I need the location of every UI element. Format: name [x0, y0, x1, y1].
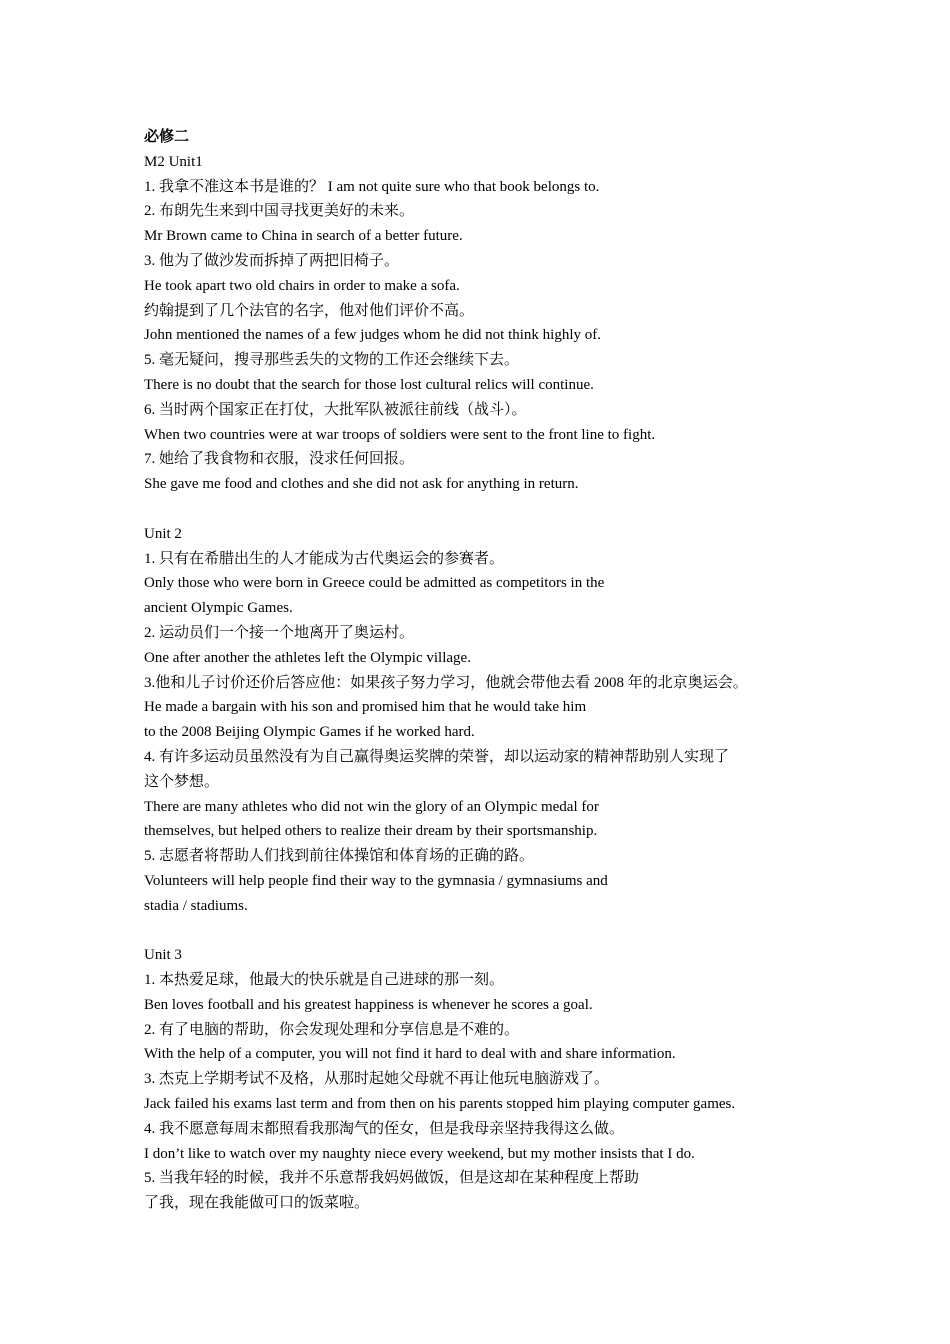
unit2-line-6: 3.他和儿子讨价还价后答应他：如果孩子努力学习，他就会带他去看 2008 年的北京奥运会。 — [144, 674, 748, 691]
unit1-line-8: 5. 毫无疑问，搜寻那些丢失的文物的工作还会继续下去。 — [144, 352, 520, 369]
section-spacer — [144, 919, 844, 944]
unit1-line-7: John mentioned the names of a few judges whom he did not think highly of. — [144, 327, 602, 344]
unit2-line-12: themselves, but helped others to realize their dream by their sportsmanship. — [144, 823, 598, 840]
unit2-line-14: Volunteers will help people find their way to the gymnasia / gymnasiums and — [144, 872, 608, 889]
unit3-line-5: 3. 杰克上学期考试不及格，从那时起她父母就不再让他玩电脑游戏了。 — [144, 1071, 610, 1088]
unit1-line-2: 2. 布朗先生来到中国寻找更美好的未来。 — [144, 203, 415, 220]
unit1-line-5: He took apart two old chairs in order to make a sofa. — [144, 277, 460, 294]
unit1-line-13: She gave me food and clothes and she did not ask for anything in return. — [144, 476, 579, 493]
unit1-line-3: Mr Brown came to China in search of a better future. — [144, 228, 463, 245]
unit3-line-4: With the help of a computer, you will not find it hard to deal with and share information. — [144, 1046, 676, 1063]
unit1-line-4: 3. 他为了做沙发而拆掉了两把旧椅子。 — [144, 252, 400, 269]
unit1-line-12: 7. 她给了我食物和衣服，没求任何回报。 — [144, 451, 415, 468]
unit3-line-10: 了我，现在我能做可口的饭菜啦。 — [144, 1195, 370, 1212]
unit2-line-9: 4. 有许多运动员虽然没有为自己赢得奥运奖牌的荣誉，却以运动家的精神帮助别人实现了 — [144, 748, 730, 765]
unit2-line-10: 这个梦想。 — [144, 773, 220, 790]
unit1-line-9: There is no doubt that the search for those lost cultural relics will continue. — [144, 376, 594, 393]
document-title: 必修二 — [144, 129, 190, 145]
unit3-line-8: I don’t like to watch over my naughty niece every weekend, but my mother insists that I do. — [144, 1145, 695, 1162]
unit2-line-4: 2. 运动员们一个接一个地离开了奥运村。 — [144, 624, 415, 641]
unit2-line-11: There are many athletes who did not win the glory of an Olympic medal for — [144, 798, 599, 815]
unit2-line-8: to the 2008 Beijing Olympic Games if he worked hard. — [144, 724, 475, 741]
unit2-line-3: ancient Olympic Games. — [144, 600, 293, 617]
unit3-line-6: Jack failed his exams last term and from then on his parents stopped him playing computer games. — [144, 1096, 736, 1113]
unit2-line-13: 5. 志愿者将帮助人们找到前往体操馆和体育场的正确的路。 — [144, 848, 535, 865]
unit2-line-5: One after another the athletes left the Olympic village. — [144, 649, 471, 666]
unit1-line-6: 约翰提到了几个法官的名字，他对他们评价不高。 — [144, 302, 475, 319]
section-spacer — [144, 497, 844, 522]
unit2-line-2: Only those who were born in Greece could be admitted as competitors in the — [144, 575, 605, 592]
unit3-line-2: Ben loves football and his greatest happiness is whenever he scores a goal. — [144, 996, 593, 1013]
unit1-heading: M2 Unit1 — [144, 153, 203, 170]
unit3-line-1: 1. 本热爱足球，他最大的快乐就是自己进球的那一刻。 — [144, 972, 505, 989]
unit3-line-9: 5. 当我年轻的时候，我并不乐意帮我妈妈做饭，但是这却在某种程度上帮助 — [144, 1170, 640, 1187]
unit1-line-11: When two countries were at war troops of soldiers were sent to the front line to fight. — [144, 426, 656, 443]
unit2-line-1: 1. 只有在希腊出生的人才能成为古代奥运会的参赛者。 — [144, 550, 505, 567]
unit2-line-15: stadia / stadiums. — [144, 897, 248, 914]
unit3-line-7: 4. 我不愿意每周末都照看我那淘气的侄女，但是我母亲坚持我得这么做。 — [144, 1120, 625, 1137]
unit1-line-1: 1. 我拿不准这本书是谁的？ I am not quite sure who that book belongs to. — [144, 178, 600, 195]
unit3-heading: Unit 3 — [144, 947, 182, 964]
document-page — [144, 125, 844, 1216]
unit1-line-10: 6. 当时两个国家正在打仗，大批军队被派往前线（战斗）。 — [144, 401, 527, 418]
unit2-line-7: He made a bargain with his son and promised him that he would take him — [144, 699, 587, 716]
unit2-heading: Unit 2 — [144, 525, 182, 542]
unit3-line-3: 2. 有了电脑的帮助，你会发现处理和分享信息是不难的。 — [144, 1021, 520, 1038]
